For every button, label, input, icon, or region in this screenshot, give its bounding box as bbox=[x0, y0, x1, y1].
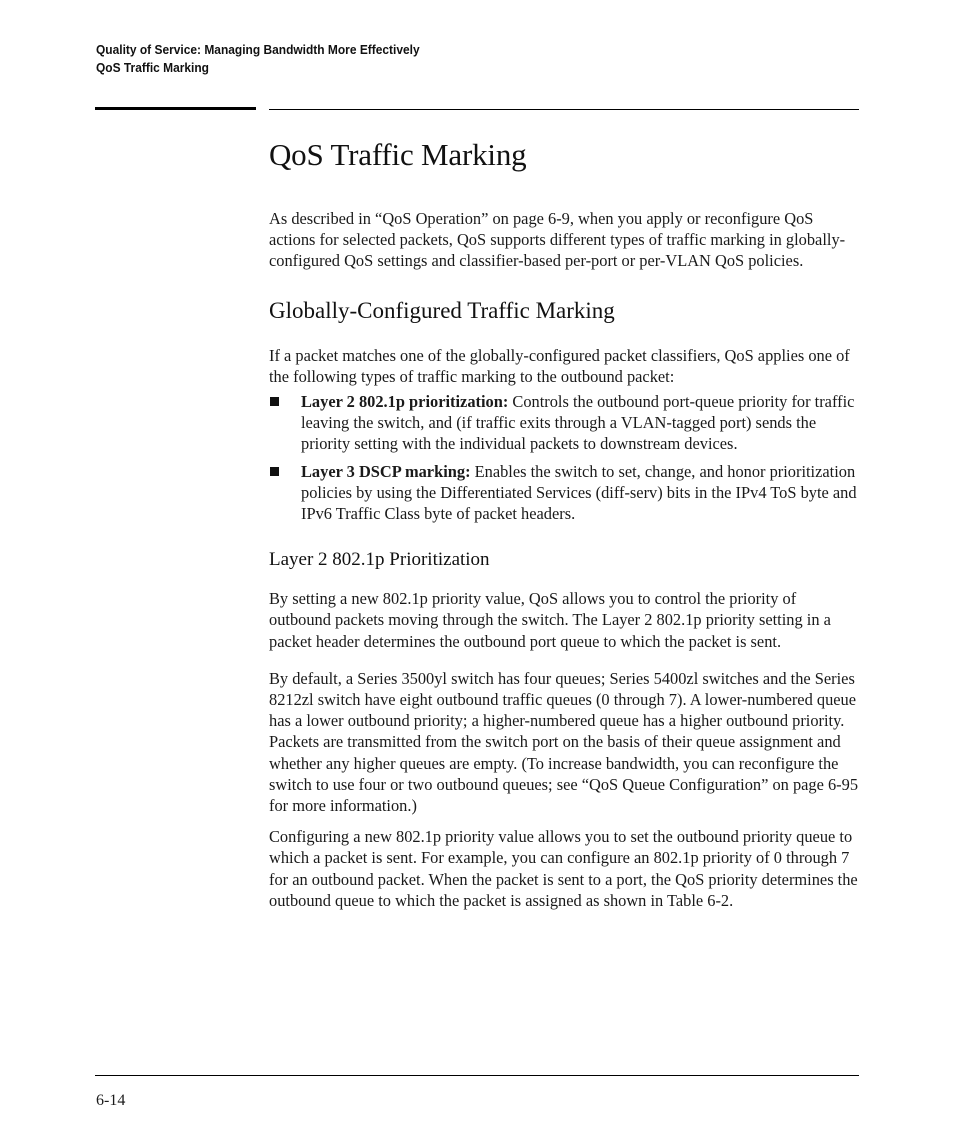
chapter-title: Quality of Service: Managing Bandwidth More Effectively bbox=[96, 42, 420, 57]
intro-paragraph: As described in “QoS Operation” on page 6-9, when you apply or reconfigure QoS actions for selected packets, QoS supports different types of traffic marking in globally-configured QoS settings and classifier-based per-port or per-VLAN QoS policies. bbox=[269, 209, 846, 271]
list-item bbox=[269, 461, 861, 525]
page-title: QoS Traffic Marking bbox=[269, 137, 527, 172]
marking-types-list bbox=[269, 391, 861, 524]
footer-rule bbox=[95, 1075, 859, 1076]
layer2-paragraph: By default, a Series 3500yl switch has four queues; Series 5400zl switches and the Series 8212zl switch have eight outbound traffic queues (0 through 7). A lower-numbered queue has a lower outbound priority; a higher-numbered queue has a higher outbound priority. Packets are transmitted from the switch port on the basis of their queue assignment and whether any higher queues are empty. (To increase bandwidth, you can reconfigure the switch to use four or two outbound queues; see “QoS Queue Configuration” on page 6-95 for more information.) bbox=[269, 668, 859, 816]
bullet-text: Controls the outbound port-queue priority for traffic leaving the switch, and (if traffic exits through a VLAN-tagged port) sends the priority setting with the individual packets to downstream devices. bbox=[301, 392, 855, 454]
square-bullet-icon bbox=[270, 467, 279, 476]
running-header bbox=[96, 41, 420, 77]
layer2-paragraph: By setting a new 802.1p priority value, QoS allows you to control the priority of outbound packets moving through the switch. The Layer 2 802.1p priority setting in a packet header determines the outbound port queue to which the packet is sent. bbox=[269, 589, 831, 651]
header-rule-thick bbox=[95, 107, 256, 110]
global-marking-heading: Globally-Configured Traffic Marking bbox=[269, 297, 615, 323]
section-title: QoS Traffic Marking bbox=[96, 60, 209, 75]
square-bullet-icon bbox=[270, 397, 279, 406]
layer2-heading: Layer 2 802.1p Prioritization bbox=[269, 549, 490, 571]
global-marking-lead: If a packet matches one of the globally-configured packet classifiers, QoS applies one of the following types of traffic marking to the outbound packet: bbox=[269, 345, 850, 386]
header-rule-thin bbox=[269, 109, 859, 110]
bullet-text: Enables the switch to set, change, and honor prioritization policies by using the Differentiated Services (diff-serv) bits in the IPv4 ToS byte and IPv6 Traffic Class byte of packet headers. bbox=[301, 461, 857, 524]
list-item bbox=[269, 391, 861, 455]
page-body bbox=[269, 135, 861, 911]
bullet-term: Layer 3 DSCP marking: bbox=[301, 461, 471, 481]
page-number: 6-14 bbox=[96, 1092, 126, 1109]
layer2-paragraph: Configuring a new 802.1p priority value allows you to set the outbound priority queue to which a packet is sent. For example, you can configure an 802.1p priority of 0 through 7 for an outbound packet. When the packet is sent to a port, the QoS priority determines the outbound queue to which the packet is assigned as shown in Table 6-2. bbox=[269, 827, 858, 910]
bullet-term: Layer 2 802.1p prioritization: bbox=[301, 392, 509, 412]
